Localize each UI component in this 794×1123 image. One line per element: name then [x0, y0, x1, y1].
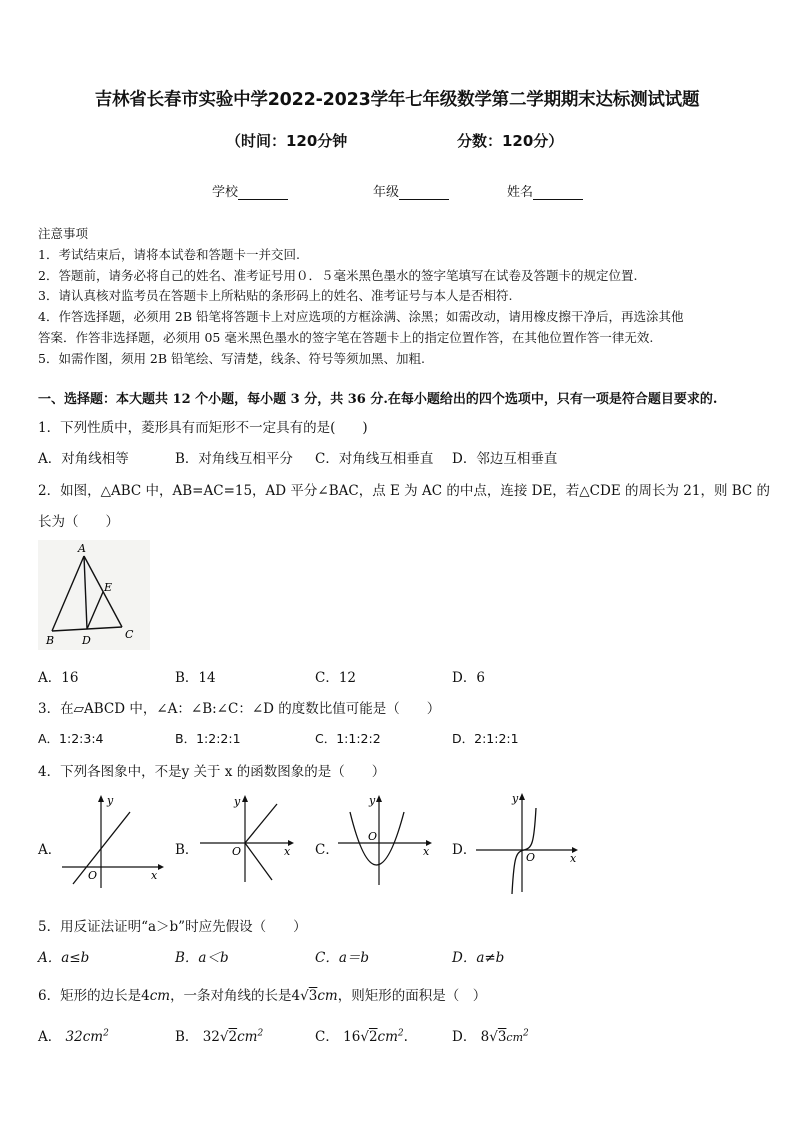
q4-option-a-label: A．	[38, 842, 62, 858]
y-axis-arrow	[242, 795, 248, 802]
score-label: 分数：120分）	[457, 132, 564, 150]
q5-option-b: B．a＜b	[175, 950, 229, 966]
q2-stem-line1: 2．如图，△ABC 中，AB=AC=15，AD 平分∠BAC，点 E 为 AC 的中点，连接 DE，若△CDE 的周长为 21，则 BC 的	[38, 483, 771, 499]
y-label: y	[369, 794, 376, 807]
note-item: 答案．作答非选择题，必须用 05 毫米黑色墨水的签字笔在答题卡上的指定位置作答，在其他位置作答一律无效.	[38, 330, 654, 345]
name-label: 姓名	[507, 185, 534, 200]
origin-label: O	[232, 845, 242, 858]
q2-triangle-figure	[38, 540, 150, 650]
option-coefficient: 32	[202, 1029, 220, 1045]
q6-stem-post: ，则矩形的面积是（ ）	[337, 988, 487, 1004]
origin-label: O	[368, 830, 378, 843]
q4-option-b-label: B．	[175, 842, 199, 858]
sqrt-icon: √	[489, 1029, 498, 1045]
option-value: 32cm	[65, 1029, 104, 1045]
x-label: x	[284, 845, 291, 858]
label-a: A	[78, 542, 86, 555]
notes-heading: 注意事项	[38, 226, 89, 241]
q1-option-c: C．对角线互相垂直	[315, 451, 434, 467]
option-unit: cm	[506, 1031, 524, 1044]
note-item: 4．作答选择题，必须用 2B 铅笔将答题卡上对应选项的方框涂满、涂黑；如需改动，请用橡皮擦干净后，再选涂其他	[38, 309, 684, 324]
q4-stem: 4．下列各图象中，不是y 关于 x 的函数图象的是（ ）	[38, 764, 386, 780]
q2-stem-line2: 长为（ ）	[38, 514, 119, 530]
q3-option-c: C．1:1:2:2	[315, 731, 381, 746]
q2-option-a: A．16	[38, 670, 79, 686]
q6-option-a	[38, 1025, 109, 1045]
y-label: y	[512, 792, 519, 805]
option-letter: D．	[452, 1029, 477, 1045]
option-root: 2	[368, 1029, 378, 1045]
grade-blank	[399, 185, 449, 200]
sqrt-icon: √	[219, 1029, 229, 1045]
q3-option-b: B．1:2:2:1	[175, 731, 241, 746]
q3-option-d: D．2:1:2:1	[452, 731, 519, 746]
ray-up	[245, 804, 277, 843]
q5-option-a: A．a≤b	[38, 950, 90, 966]
q1-stem: 1．下列性质中，菱形具有而矩形不一定具有的是( )	[38, 420, 368, 436]
label-b: B	[46, 634, 55, 647]
q2-option-b: B．14	[175, 670, 216, 686]
option-unit: cm	[377, 1029, 398, 1045]
q6-stem-mid: ，一条对角线的长是4	[170, 988, 301, 1004]
q4-option-d-label: D．	[452, 842, 477, 858]
q3-option-a: A．1:2:3:4	[38, 731, 104, 746]
label-c: C	[125, 628, 134, 641]
x-label: x	[151, 869, 158, 882]
q6-stem-pre: 6．矩形的边长是4	[38, 988, 150, 1004]
exponent: 2	[523, 1028, 529, 1039]
y-axis-arrow	[98, 795, 104, 802]
ray-down	[245, 843, 272, 880]
y-label: y	[234, 795, 241, 808]
option-letter: A．	[38, 1029, 62, 1045]
school-label: 学校	[212, 185, 239, 200]
exponent: 2	[397, 1028, 404, 1039]
q5-stem: 5．用反证法证明“a＞b”时应先假设（ ）	[38, 919, 307, 935]
y-axis-arrow	[519, 793, 525, 800]
x-label: x	[423, 845, 430, 858]
note-item: 1．考试结束后，请将本试卷和答题卡一并交回.	[38, 247, 300, 262]
note-item: 2．答题前，请务必将自己的姓名、准考证号用０．５毫米黑色墨水的签字笔填写在试卷及答题卡的规定位置.	[38, 268, 638, 283]
school-blank	[238, 185, 288, 200]
note-item: 5．如需作图，须用 2B 铅笔绘、写清楚，线条、符号等须加黑、加粗.	[38, 351, 426, 366]
q1-option-d: D．邻边互相垂直	[452, 451, 558, 467]
option-letter: B．	[175, 1029, 199, 1045]
q4-graph-b	[198, 790, 298, 890]
page-title: 吉林省长春市实验中学2022-2023学年七年级数学第二学期期末达标测试试题	[94, 90, 700, 110]
option-coefficient: 8	[480, 1029, 490, 1045]
q4-graph-c	[336, 790, 436, 890]
q1-option-a: A．对角线相等	[38, 451, 129, 467]
time-label: （时间：120分钟	[226, 132, 348, 150]
origin-label: O	[526, 851, 536, 864]
grade-field	[373, 181, 449, 200]
q5-option-d: D．a≠b	[452, 950, 505, 966]
q2-option-c: C．12	[315, 670, 357, 686]
q4-graph-d	[474, 786, 584, 896]
q1-option-b: B．对角线互相平分	[175, 451, 293, 467]
school-field	[212, 181, 288, 200]
exponent: 2	[257, 1028, 264, 1039]
sqrt-icon: √	[300, 988, 309, 1004]
q4-option-c-label: C．	[315, 842, 339, 858]
option-root: 3	[497, 1029, 507, 1045]
q6-unit1: cm	[149, 988, 171, 1004]
grade-label: 年级	[373, 185, 400, 200]
x-label: x	[570, 852, 577, 865]
option-coefficient: 16	[343, 1029, 361, 1045]
q5-option-c: C．a＝b	[315, 950, 370, 966]
q6-option-b	[175, 1025, 263, 1045]
q6-unit2: cm	[317, 988, 338, 1004]
note-item: 3．请认真核对监考员在答题卡上所粘贴的条形码上的姓名、准考证号与本人是否相符.	[38, 288, 513, 303]
origin-label: O	[88, 869, 98, 882]
q6-option-d	[452, 1025, 529, 1045]
q2-option-d: D．6	[452, 670, 485, 686]
exponent: 2	[103, 1028, 109, 1039]
option-root: 2	[228, 1029, 238, 1045]
q4-graph-a	[58, 790, 168, 890]
y-axis-arrow	[376, 795, 382, 802]
name-field	[507, 181, 583, 200]
q6-option-c: C． $16√2cm^2$.	[315, 1028, 408, 1045]
option-unit: cm	[237, 1029, 258, 1045]
q3-stem: 3．在▱ABCD 中，∠A：∠B:∠C：∠D 的度数比值可能是（ ）	[38, 701, 441, 717]
label-e: E	[104, 581, 113, 594]
label-d: D	[82, 634, 91, 647]
y-label: y	[107, 794, 114, 807]
x-axis-arrow	[158, 864, 164, 870]
option-letter: C．	[315, 1029, 339, 1045]
sqrt-icon: √	[360, 1029, 369, 1045]
section-heading: 一、选择题：本大题共 12 个小题，每小题 3 分，共 36 分.在每小题给出的四个选项中，只有一项是符合题目要求的.	[38, 392, 718, 407]
q6-root: 3	[308, 988, 318, 1004]
name-blank	[533, 185, 583, 200]
q6-stem	[38, 984, 486, 1004]
